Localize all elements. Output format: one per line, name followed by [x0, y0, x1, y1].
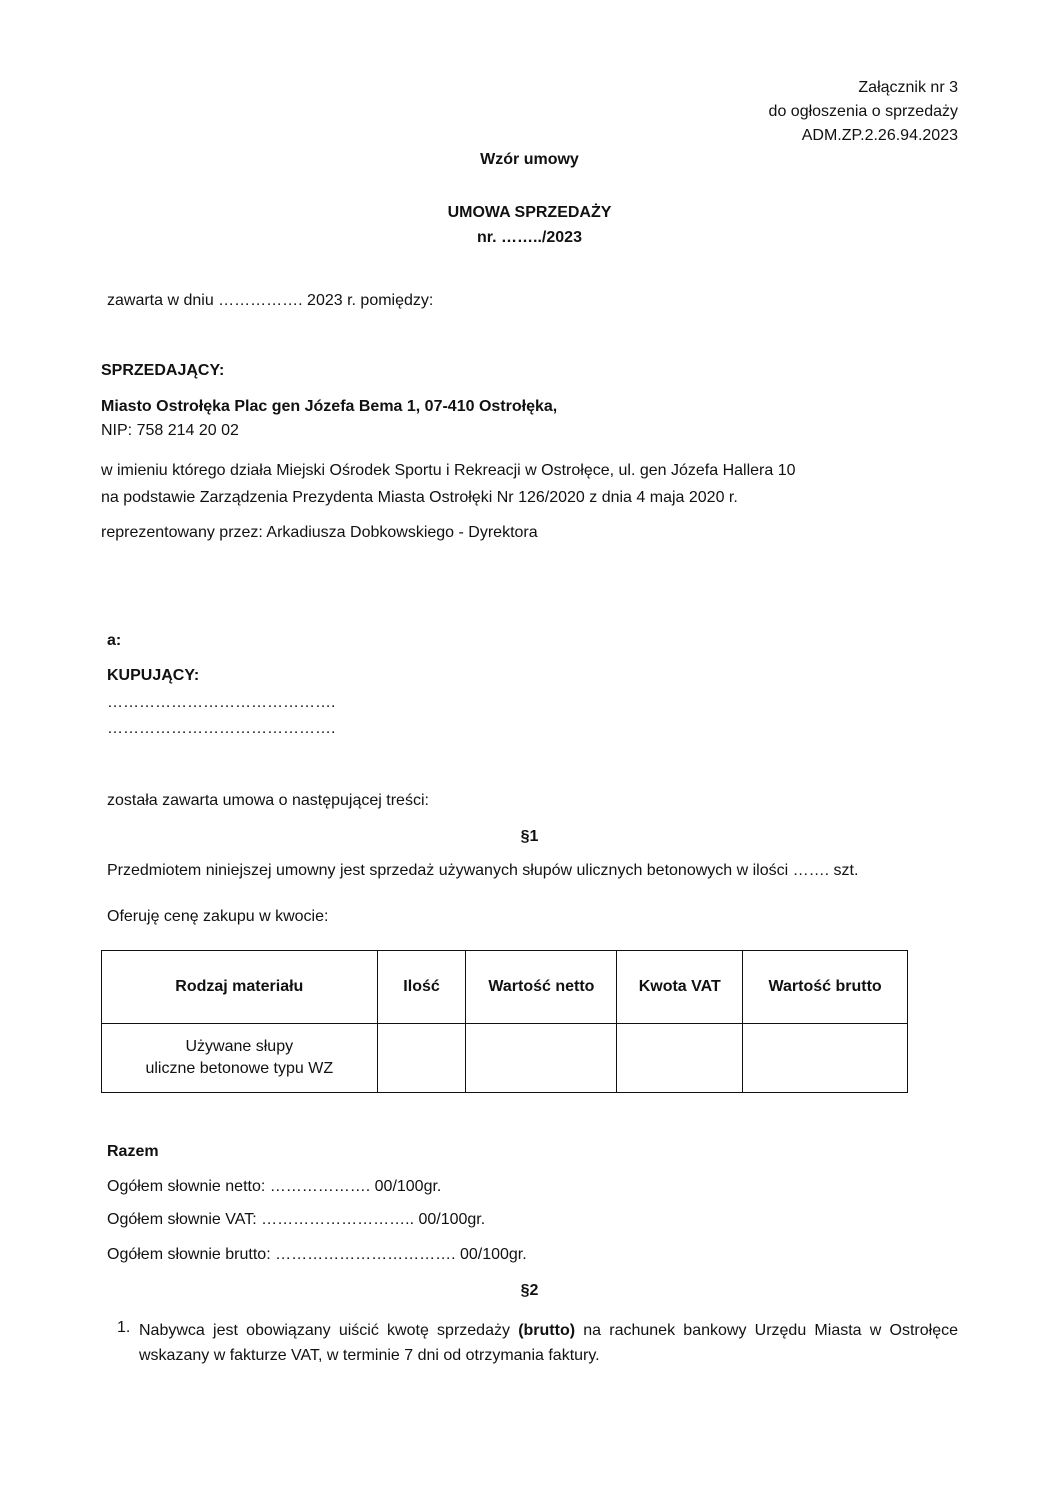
- total-net-words: Ogółem słownie netto: ………………. 00/100gr.: [107, 1178, 442, 1195]
- template-label: Wzór umowy: [480, 151, 579, 168]
- column-header: Ilość: [377, 951, 466, 1024]
- seller-heading: SPRZEDAJĄCY:: [101, 362, 225, 379]
- material-line-1: Używane słupy: [185, 1038, 294, 1055]
- table-row: [102, 1024, 908, 1093]
- document-title: UMOWA SPRZEDAŻY: [447, 204, 612, 221]
- and-label: a:: [107, 632, 122, 649]
- totals-heading: Razem: [107, 1143, 159, 1160]
- column-header: Kwota VAT: [617, 951, 743, 1024]
- material-line-2: uliczne betonowe typu WZ: [145, 1060, 334, 1077]
- paragraph-2-heading: §2: [520, 1282, 539, 1299]
- buyer-line-1: …………………………………….: [107, 694, 336, 711]
- contract-intro: została zawarta umowa o następującej treści:: [107, 792, 429, 809]
- annex-number: Załącznik nr 3: [858, 79, 958, 96]
- buyer-heading: KUPUJĄCY:: [107, 667, 200, 684]
- material-cell: [102, 1024, 378, 1093]
- gross-value-cell: [743, 1024, 908, 1093]
- annex-reference: do ogłoszenia o sprzedaży: [768, 103, 958, 120]
- seller-agent-line: w imieniu którego działa Miejski Ośrodek Sportu i Rekreacji w Ostrołęce, ul. gen Józefa Hallera 10: [101, 462, 796, 479]
- seller-basis-line: na podstawie Zarządzenia Prezydenta Miasta Ostrołęki Nr 126/2020 z dnia 4 maja 2020 r.: [101, 489, 738, 506]
- payment-gross-emphasis: (brutto): [518, 1322, 576, 1339]
- seller-nip: NIP: 758 214 20 02: [101, 422, 239, 439]
- total-vat-words: Ogółem słownie VAT: ……………………….. 00/100gr.: [107, 1211, 486, 1228]
- table-header-row: [102, 951, 908, 1024]
- column-header: Rodzaj materiału: [102, 951, 378, 1024]
- date-line: zawarta w dniu ……………. 2023 r. pomiędzy:: [107, 292, 434, 309]
- column-header: Wartość brutto: [743, 951, 908, 1024]
- payment-text-end: na rachunek bankowy Urzędu Miasta w Ostrołęce wskazany w fakturze VAT, w terminie 7 dni od otrzymania faktury.: [139, 1322, 958, 1364]
- contract-number: nr. ……../2023: [477, 229, 582, 246]
- price-table: [101, 950, 908, 1093]
- list-item: [139, 1318, 958, 1368]
- paragraph-1-text: Przedmiotem niniejszej umowny jest sprzedaż używanych słupów ulicznych betonowych w ilości ……. szt.: [107, 862, 859, 879]
- total-gross-words: Ogółem słownie brutto: ……………………………. 00/100gr.: [107, 1246, 527, 1263]
- buyer-line-2: …………………………………….: [107, 720, 336, 737]
- net-value-cell: [466, 1024, 617, 1093]
- vat-amount-cell: [617, 1024, 743, 1093]
- paragraph-1-heading: §1: [520, 828, 539, 845]
- column-header: Wartość netto: [466, 951, 617, 1024]
- case-number: ADM.ZP.2.26.94.2023: [801, 127, 958, 144]
- list-item-number: 1.: [117, 1319, 131, 1336]
- payment-text-start: Nabywca jest obowiązany uiścić kwotę sprzedaży: [139, 1322, 519, 1339]
- seller-representative: reprezentowany przez: Arkadiusza Dobkowskiego - Dyrektora: [101, 524, 538, 541]
- offer-text: Oferuję cenę zakupu w kwocie:: [107, 908, 329, 925]
- seller-name: Miasto Ostrołęka Plac gen Józefa Bema 1, 07-410 Ostrołęka,: [101, 398, 558, 415]
- quantity-cell: [377, 1024, 466, 1093]
